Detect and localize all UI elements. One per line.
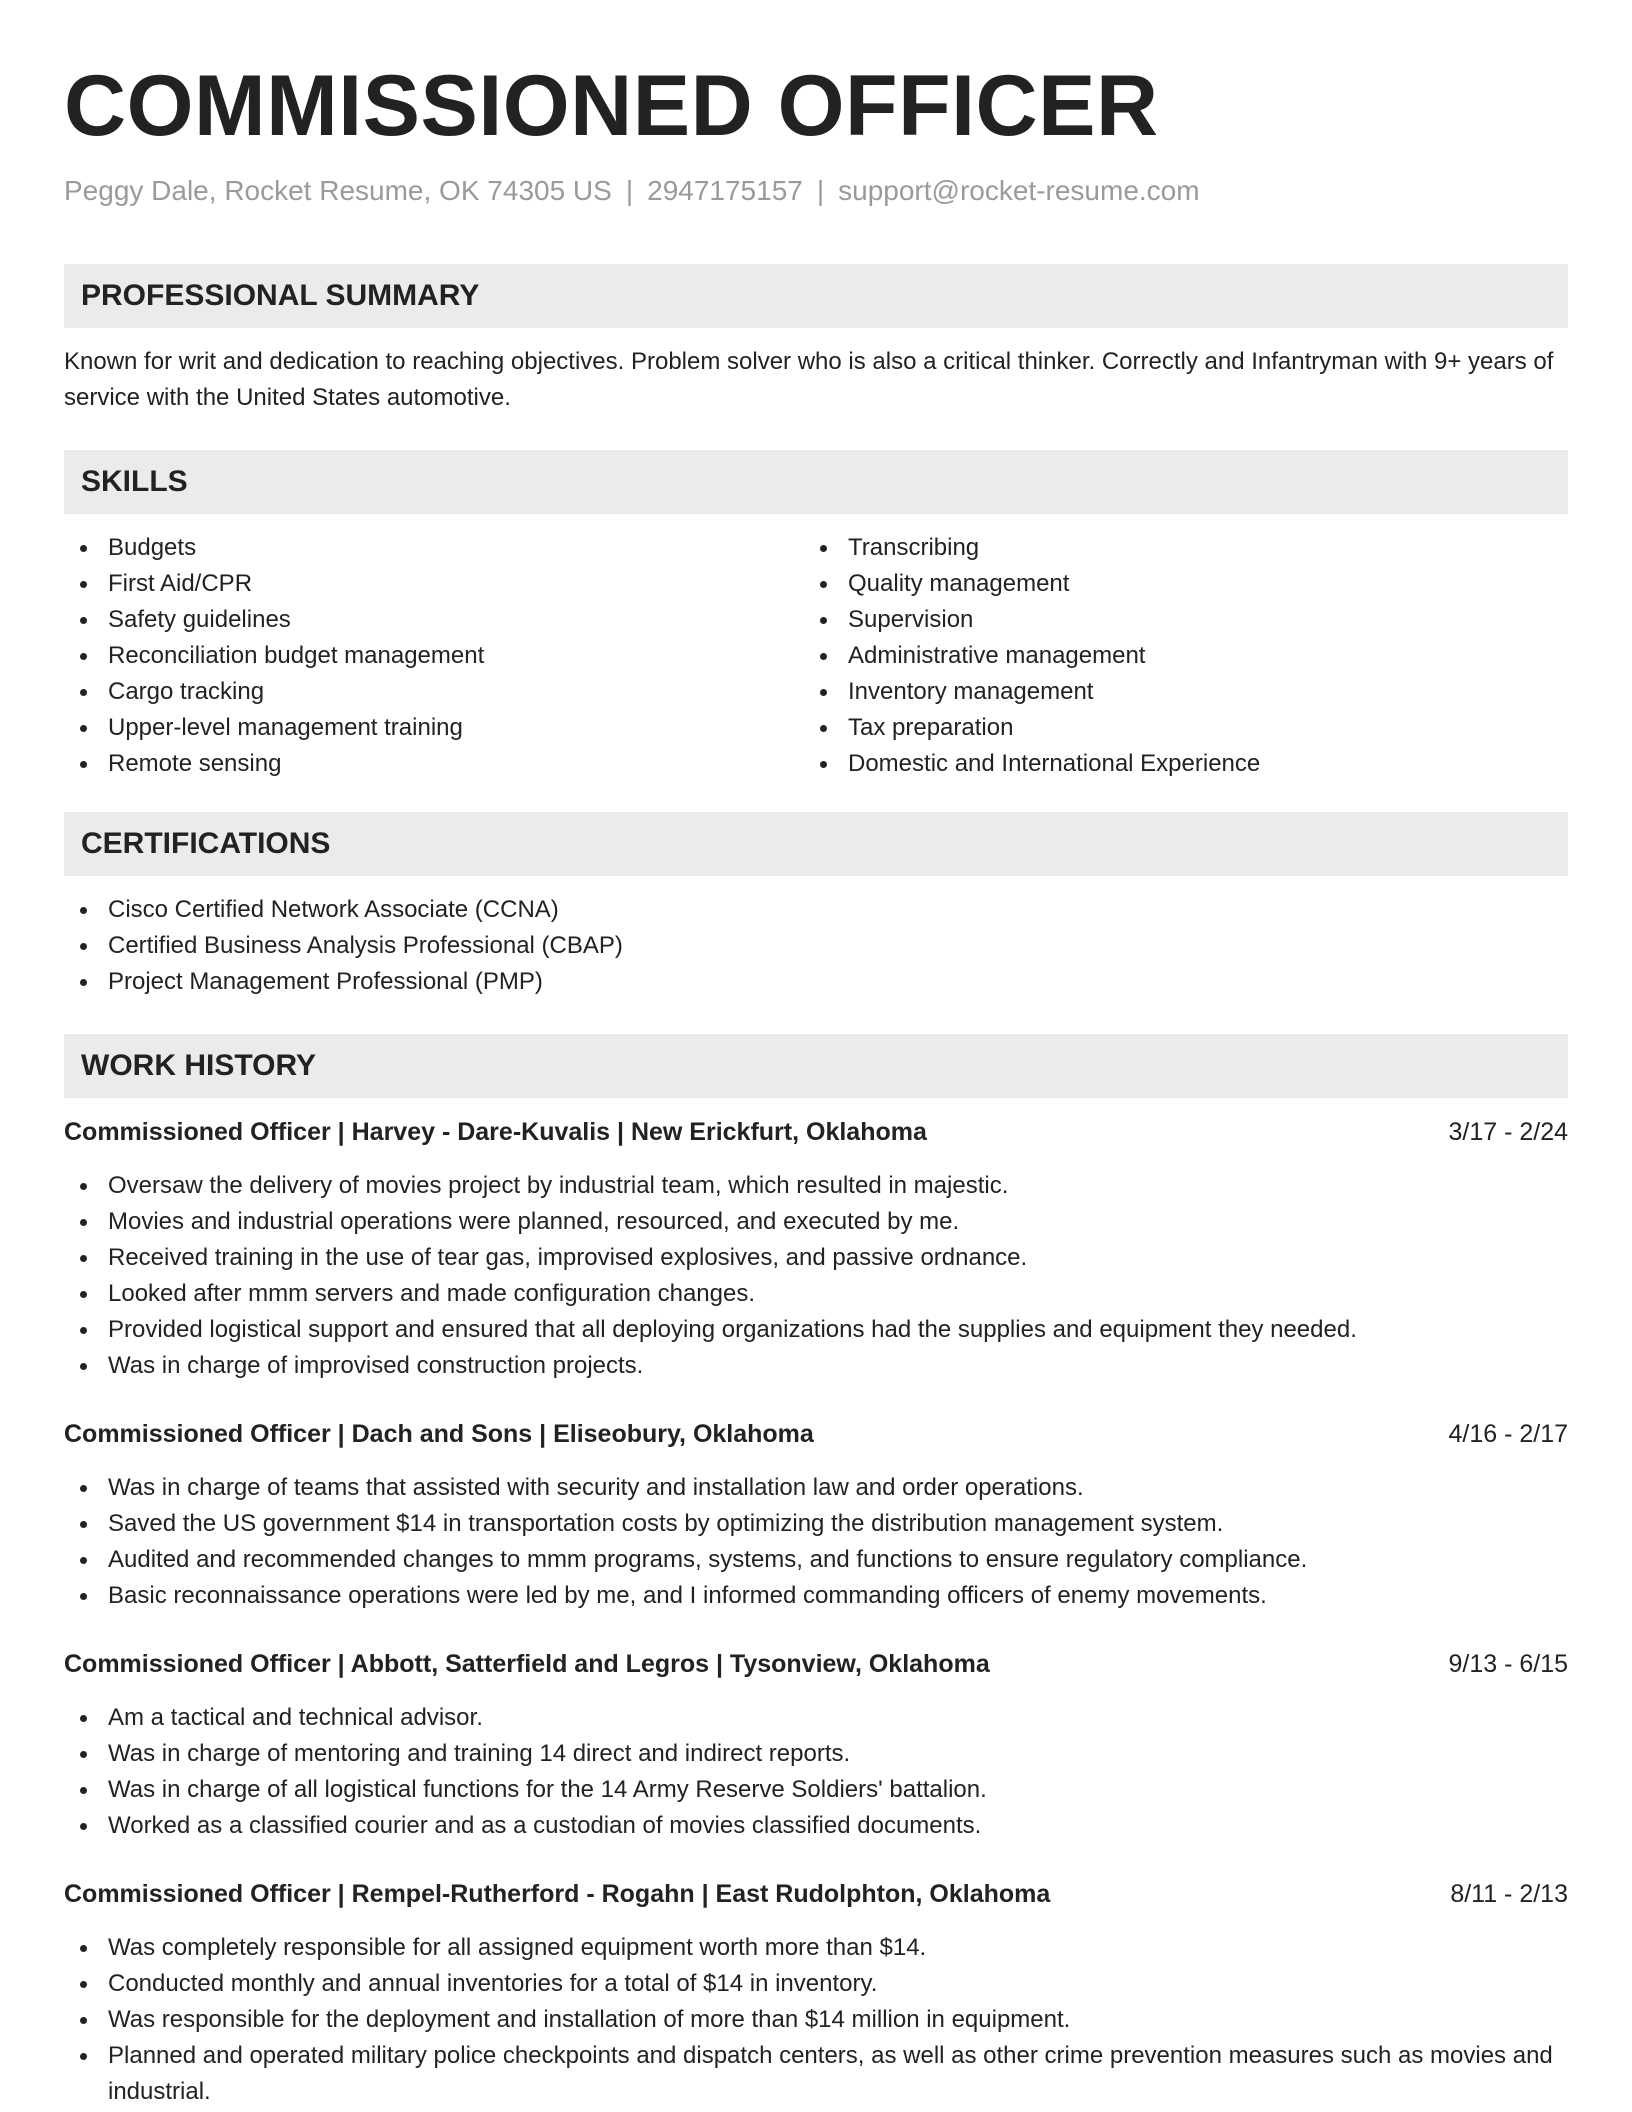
job-title: Commissioned Officer | Rempel-Rutherford - Rogahn | East Rudolphton, Oklahoma	[64, 1880, 1051, 1908]
certification-item: Project Management Professional (PMP)	[64, 964, 1568, 1000]
summary-text: Known for writ and dedication to reaching objectives. Problem solver who is also a critical thinker. Correctly and Infantryman with 9+ years of service with the United States automotive.	[64, 348, 1554, 411]
job-bullets	[64, 1930, 1568, 2110]
job-bullet: Provided logistical support and ensured that all deploying organizations had the supplies and equipment they needed.	[64, 1312, 1568, 1348]
page-title: COMMISSIONED OFFICER	[64, 58, 1159, 154]
skill-item: Transcribing	[804, 530, 1544, 566]
job-bullet: Was in charge of improvised construction projects.	[64, 1348, 1568, 1384]
job-dates: 3/17 - 2/24	[1448, 1118, 1568, 1146]
job-header	[64, 1646, 1568, 1682]
contact-phone: 2947175157	[647, 175, 803, 206]
contact-separator: |	[816, 175, 825, 206]
job-dates: 9/13 - 6/15	[1448, 1650, 1568, 1678]
job-bullet: Was in charge of teams that assisted with security and installation law and order operations.	[64, 1470, 1568, 1506]
job-header	[64, 1876, 1568, 1912]
skill-item: Safety guidelines	[64, 602, 804, 638]
work-history-section	[64, 1034, 1568, 2110]
job-title: Commissioned Officer | Abbott, Satterfield and Legros | Tysonview, Oklahoma	[64, 1650, 990, 1678]
job-bullet: Was completely responsible for all assigned equipment worth more than $14.	[64, 1930, 1568, 1966]
contact-line	[64, 174, 1568, 208]
job-bullet: Was in charge of all logistical functions for the 14 Army Reserve Soldiers' battalion.	[64, 1772, 1568, 1808]
job-bullet: Was in charge of mentoring and training 14 direct and indirect reports.	[64, 1736, 1568, 1772]
job-bullet: Worked as a classified courier and as a custodian of movies classified documents.	[64, 1808, 1568, 1844]
certifications-heading: CERTIFICATIONS	[64, 812, 1568, 876]
skill-item: Cargo tracking	[64, 674, 804, 710]
summary-section	[64, 264, 1568, 416]
skill-item: Domestic and International Experience	[804, 746, 1544, 782]
job-header	[64, 1114, 1568, 1150]
job-bullet: Saved the US government $14 in transportation costs by optimizing the distribution management system.	[64, 1506, 1568, 1542]
job-bullet: Audited and recommended changes to mmm programs, systems, and functions to ensure regulatory compliance.	[64, 1542, 1568, 1578]
job-title: Commissioned Officer | Dach and Sons | Eliseobury, Oklahoma	[64, 1420, 814, 1448]
skill-item: Reconciliation budget management	[64, 638, 804, 674]
skill-item: Budgets	[64, 530, 804, 566]
skills-list-right	[804, 530, 1544, 782]
job-bullet: Received training in the use of tear gas, improvised explosives, and passive ordnance.	[64, 1240, 1568, 1276]
job-bullet: Oversaw the delivery of movies project by industrial team, which resulted in majestic.	[64, 1168, 1568, 1204]
contact-separator: |	[625, 175, 634, 206]
job-bullets	[64, 1168, 1568, 1384]
job-dates: 4/16 - 2/17	[1448, 1420, 1568, 1448]
certifications-list	[64, 892, 1568, 1000]
job-bullet: Movies and industrial operations were planned, resourced, and executed by me.	[64, 1204, 1568, 1240]
skill-item: Administrative management	[804, 638, 1544, 674]
certifications-section	[64, 812, 1568, 1000]
skills-grid	[64, 530, 1568, 782]
certification-item: Cisco Certified Network Associate (CCNA)	[64, 892, 1568, 928]
job-bullets	[64, 1700, 1568, 1844]
skill-item: First Aid/CPR	[64, 566, 804, 602]
summary-heading: PROFESSIONAL SUMMARY	[64, 264, 1568, 328]
job-entry	[64, 1114, 1568, 1384]
job-bullet: Was responsible for the deployment and installation of more than $14 million in equipment.	[64, 2002, 1568, 2038]
job-entry	[64, 1416, 1568, 1614]
skill-item: Upper-level management training	[64, 710, 804, 746]
contact-email: support@rocket-resume.com	[838, 175, 1200, 206]
job-bullet: Looked after mmm servers and made configuration changes.	[64, 1276, 1568, 1312]
skill-item: Inventory management	[804, 674, 1544, 710]
skills-section	[64, 450, 1568, 782]
job-dates: 8/11 - 2/13	[1450, 1880, 1568, 1908]
skill-item: Supervision	[804, 602, 1544, 638]
job-bullet: Planned and operated military police checkpoints and dispatch centers, as well as other crime prevention measures such as movies and industrial.	[64, 2038, 1568, 2110]
job-title: Commissioned Officer | Harvey - Dare-Kuvalis | New Erickfurt, Oklahoma	[64, 1118, 927, 1146]
contact-address: Peggy Dale, Rocket Resume, OK 74305 US	[64, 175, 612, 206]
skills-heading: SKILLS	[64, 450, 1568, 514]
job-bullets	[64, 1470, 1568, 1614]
job-entry	[64, 1646, 1568, 1844]
work-history-heading: WORK HISTORY	[64, 1034, 1568, 1098]
skills-list-left	[64, 530, 804, 782]
skill-item: Remote sensing	[64, 746, 804, 782]
job-header	[64, 1416, 1568, 1452]
job-entry	[64, 1876, 1568, 2110]
job-bullet: Basic reconnaissance operations were led by me, and I informed commanding officers of enemy movements.	[64, 1578, 1568, 1614]
skill-item: Tax preparation	[804, 710, 1544, 746]
certification-item: Certified Business Analysis Professional (CBAP)	[64, 928, 1568, 964]
job-bullet: Conducted monthly and annual inventories for a total of $14 in inventory.	[64, 1966, 1568, 2002]
skill-item: Quality management	[804, 566, 1544, 602]
job-bullet: Am a tactical and technical advisor.	[64, 1700, 1568, 1736]
